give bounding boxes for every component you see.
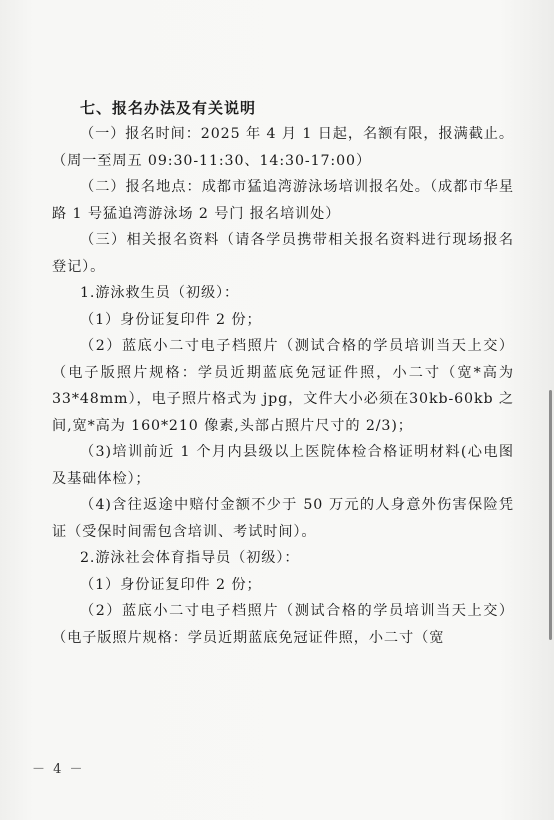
paragraph-registration-location: （二）报名地点：成都市猛追湾游泳场培训报名处。（成都市华星路 1 号猛追湾游泳场 2 号门 报名培训处） (52, 179, 514, 222)
scrollbar-thumb[interactable] (549, 390, 552, 640)
lifeguard-item-insurance: （4)含往返途中赔付金额不少于 50 万元的人身意外伤害保险凭证（受保时间需包含培训、考试时间）。 (52, 497, 514, 540)
page-number: － 4 － (32, 762, 85, 777)
paragraph-registration-time: （一）报名时间：2025 年 4 月 1 日起，名额有限，报满截止。（周一至周五 09:30-11:30、14:30-17:00） (52, 126, 514, 169)
subsection-lifeguard-title: 1.游泳救生员（初级）： (80, 285, 240, 301)
lifeguard-item-medical: （3)培训前近 1 个月内县级以上医院体检合格证明材料(心电图及基础体检）； (52, 444, 514, 487)
subsection-instructor-title: 2.游泳社会体育指导员（初级）： (80, 550, 300, 566)
lifeguard-item-photo: （2）蓝底小二寸电子档照片（测试合格的学员培训当天上交）（电子版照片规格：学员近期蓝底免冠证件照，小二寸（宽*高为 33*48mm），电子照片格式为 jpg，文件大小必须在30kb-60kb 之间,宽*高为 160*210 像素,头部占照片尺寸的 2/3)； (52, 338, 514, 434)
instructor-item-id-copy: （1）身份证复印件 2 份； (80, 576, 262, 593)
document-body (52, 95, 514, 651)
section-heading: 七、报名办法及有关说明 (80, 99, 257, 117)
paragraph-registration-materials: （三）相关报名资料（请各学员携带相关报名资料进行现场报名登记）。 (52, 232, 514, 275)
lifeguard-item-id-copy: （1）身份证复印件 2 份； (80, 311, 262, 328)
instructor-item-photo: （2）蓝底小二寸电子档照片（测试合格的学员培训当天上交）（电子版照片规格：学员近期蓝底免冠证件照，小二寸（宽 (52, 603, 514, 646)
